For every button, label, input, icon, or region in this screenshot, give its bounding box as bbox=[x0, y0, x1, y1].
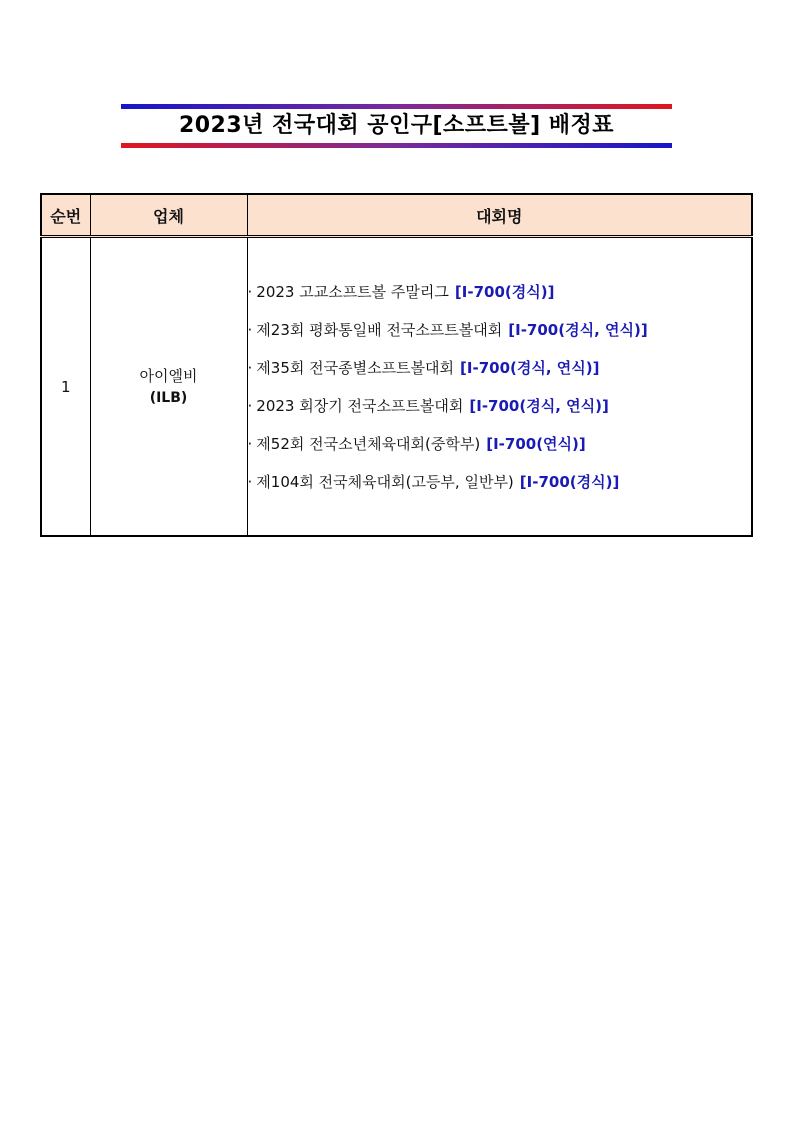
header-no: 순번 bbox=[41, 194, 90, 237]
company-name: 아이엘비 bbox=[139, 366, 198, 385]
event-name: 제35회 전국종별소프트볼대회 bbox=[256, 358, 455, 377]
document-title: 2023년 전국대회 공인구[소프트볼] 배정표 bbox=[178, 113, 615, 138]
ball-spec: [I-700(경식)] bbox=[519, 472, 620, 491]
list-item bbox=[248, 311, 752, 349]
event-name: 제52회 전국소년체육대회(중학부) bbox=[256, 434, 481, 453]
bullet-icon: · bbox=[247, 320, 253, 339]
table-header-row bbox=[41, 194, 752, 237]
ball-spec: [I-700(경식, 연식)] bbox=[460, 358, 600, 377]
company-cell bbox=[90, 237, 247, 537]
ball-spec: [I-700(경식, 연식)] bbox=[469, 396, 609, 415]
bullet-icon: · bbox=[247, 282, 253, 301]
ball-spec: [I-700(경식, 연식)] bbox=[508, 320, 648, 339]
header-company: 업체 bbox=[90, 194, 247, 237]
list-item bbox=[248, 387, 752, 425]
ball-assignment-table bbox=[40, 193, 753, 537]
ball-spec: [I-700(연식)] bbox=[486, 434, 586, 453]
title-top-rule bbox=[121, 104, 672, 109]
ball-spec: [I-700(경식)] bbox=[454, 282, 555, 301]
event-name: 제23회 평화통일배 전국소프트볼대회 bbox=[256, 320, 503, 339]
title-bottom-rule bbox=[121, 143, 672, 148]
bullet-icon: · bbox=[247, 472, 253, 491]
row-number: 1 bbox=[41, 237, 90, 537]
event-name: 2023 회장기 전국소프트볼대회 bbox=[256, 396, 464, 415]
header-events: 대회명 bbox=[247, 194, 752, 237]
bullet-icon: · bbox=[247, 358, 253, 377]
table-row bbox=[41, 237, 752, 537]
event-name: 2023 고교소프트볼 주말리그 bbox=[256, 282, 449, 301]
bullet-icon: · bbox=[247, 396, 253, 415]
company-code: (ILB) bbox=[149, 389, 188, 406]
event-list bbox=[248, 273, 752, 501]
bullet-icon: · bbox=[247, 434, 253, 453]
event-name: 제104회 전국체육대회(고등부, 일반부) bbox=[256, 472, 514, 491]
list-item bbox=[248, 463, 752, 501]
list-item bbox=[248, 273, 752, 311]
list-item bbox=[248, 349, 752, 387]
list-item bbox=[248, 425, 752, 463]
events-cell bbox=[247, 237, 752, 537]
document-title-block bbox=[121, 104, 672, 148]
